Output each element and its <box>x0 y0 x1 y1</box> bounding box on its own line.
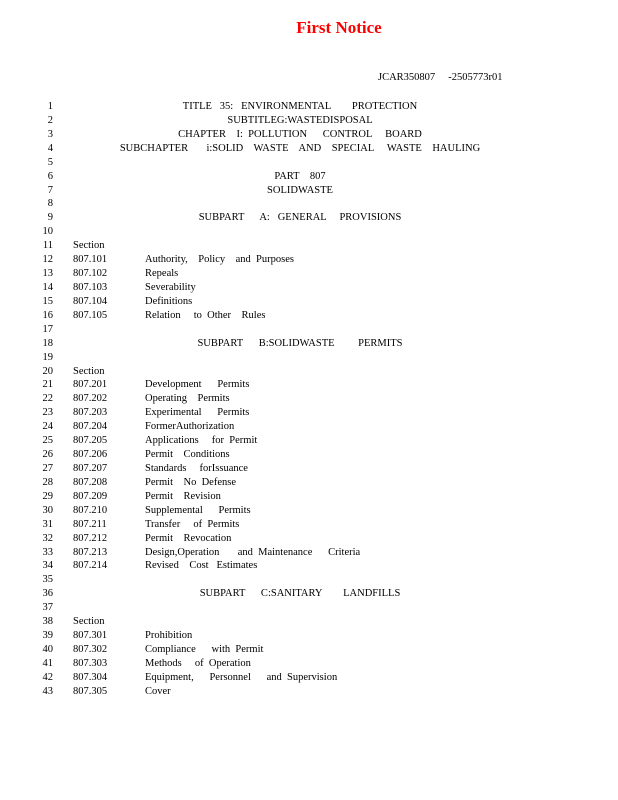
section-title: Development Permits <box>145 379 250 391</box>
section-number: 807.212 <box>73 532 108 544</box>
document-line <box>0 532 618 546</box>
section-number: 807.203 <box>73 407 108 419</box>
line-number: 20 <box>42 365 53 377</box>
line-number: 29 <box>42 490 53 502</box>
line-number: 22 <box>42 393 53 405</box>
document-line <box>0 685 618 699</box>
document-line <box>0 615 618 629</box>
section-number: 807.207 <box>73 462 108 474</box>
document-line <box>0 476 618 490</box>
section-number: 807.206 <box>73 449 108 461</box>
line-number: 34 <box>42 560 53 572</box>
section-title: Supplemental Permits <box>145 504 251 516</box>
line-number: 8 <box>47 198 53 210</box>
section-number: 807.204 <box>73 421 108 433</box>
section-title: FormerAuthorization <box>145 421 235 433</box>
document-line <box>0 337 618 351</box>
section-title: Definitions <box>145 295 193 307</box>
document-line <box>0 323 618 337</box>
document-line <box>0 462 618 476</box>
document-line <box>0 197 618 211</box>
line-number: 10 <box>42 226 53 238</box>
document-line <box>0 267 618 281</box>
document-line <box>0 601 618 615</box>
document-line <box>0 490 618 504</box>
heading-text: SUBTITLEG:WASTEDISPOSAL <box>227 114 373 126</box>
document-line <box>0 351 618 365</box>
section-title: Permit Conditions <box>145 449 230 461</box>
section-number: 807.102 <box>73 268 108 280</box>
line-number: 4 <box>47 142 53 154</box>
heading-text: PART 807 <box>274 170 326 182</box>
line-number: 40 <box>42 643 53 655</box>
section-title: Applications for Permit <box>145 435 258 447</box>
line-number: 42 <box>42 671 53 683</box>
heading-text: CHAPTER I: POLLUTION CONTROL BOARD <box>178 128 422 140</box>
document-line <box>0 420 618 434</box>
document-line <box>0 142 618 156</box>
document-line <box>0 309 618 323</box>
line-number: 6 <box>47 170 53 182</box>
line-number: 17 <box>42 323 53 335</box>
document-line <box>0 448 618 462</box>
section-title: Design,Operation and Maintenance Criteria <box>145 546 361 558</box>
heading-text: SUBPART C:SANITARY LANDFILLS <box>199 588 401 600</box>
document-line <box>0 392 618 406</box>
line-number: 11 <box>42 240 53 252</box>
line-number: 16 <box>42 309 53 321</box>
section-number: 807.214 <box>73 560 108 572</box>
heading-text: TITLE 35: ENVIRONMENTAL PROTECTION <box>182 101 418 112</box>
line-number: 12 <box>42 254 53 266</box>
document-line <box>0 587 618 601</box>
document-line <box>0 434 618 448</box>
document-line <box>0 573 618 587</box>
document-line <box>0 295 618 309</box>
line-number: 14 <box>42 281 53 293</box>
section-number: 807.208 <box>73 476 108 488</box>
document-line <box>0 378 618 392</box>
section-number: 807.105 <box>73 309 108 321</box>
heading-text: SUBCHAPTER i:SOLID WASTE AND SPECIAL WASTE HAULING <box>119 142 481 154</box>
line-number: 19 <box>42 351 53 363</box>
document-line <box>0 100 618 114</box>
section-number: 807.211 <box>73 518 107 530</box>
document-line <box>0 643 618 657</box>
section-number: 807.210 <box>73 504 108 516</box>
line-number: 37 <box>42 602 53 614</box>
document-line <box>0 184 618 198</box>
document-line <box>0 156 618 170</box>
line-number: 30 <box>42 504 53 516</box>
line-number: 39 <box>42 630 53 642</box>
line-number: 38 <box>42 616 53 628</box>
document-line <box>0 211 618 225</box>
document-line <box>0 504 618 518</box>
section-label: Section <box>73 616 105 628</box>
line-number: 43 <box>42 685 53 697</box>
section-title: Repeals <box>145 268 179 280</box>
section-title: Severability <box>145 281 196 293</box>
line-number: 25 <box>42 435 53 447</box>
document-line <box>0 128 618 142</box>
section-number: 807.103 <box>73 281 108 293</box>
line-number: 26 <box>42 449 53 461</box>
document-line <box>0 114 618 128</box>
section-title: Permit Revision <box>145 490 221 502</box>
section-title: Compliance with Permit <box>145 643 264 655</box>
document-line <box>0 518 618 532</box>
section-title: Transfer of Permits <box>145 518 240 530</box>
section-number: 807.205 <box>73 435 108 447</box>
document-line <box>0 239 618 253</box>
section-number: 807.104 <box>73 295 108 307</box>
line-number: 5 <box>47 156 53 168</box>
section-label: Section <box>73 365 105 377</box>
document-line <box>0 365 618 379</box>
line-number: 31 <box>42 518 53 530</box>
document-line <box>0 657 618 671</box>
section-number: 807.301 <box>73 630 108 642</box>
section-title: Relation to Other Rules <box>145 309 266 321</box>
section-number: 807.303 <box>73 657 108 669</box>
section-title: Permit Revocation <box>145 532 232 544</box>
first-notice-heading: First Notice <box>296 18 382 37</box>
line-number: 33 <box>42 546 53 558</box>
document-line <box>0 253 618 267</box>
document-code: JCAR350807 -2505773r01 <box>378 72 503 83</box>
line-number: 7 <box>47 184 53 196</box>
line-number: 36 <box>42 588 53 600</box>
section-title: Cover <box>145 685 171 697</box>
line-number: 18 <box>42 337 53 349</box>
line-number: 28 <box>42 476 53 488</box>
document-line <box>0 546 618 560</box>
section-number: 807.304 <box>73 671 108 683</box>
section-label: Section <box>73 240 105 252</box>
section-number: 807.202 <box>73 393 108 405</box>
heading-text: SUBPART B:SOLIDWASTE PERMITS <box>197 337 403 349</box>
document-body <box>0 100 618 699</box>
heading-text: SOLIDWASTE <box>267 184 333 196</box>
line-number: 35 <box>42 574 53 586</box>
document-line <box>0 559 618 573</box>
line-number: 2 <box>47 114 53 126</box>
line-number: 27 <box>42 462 53 474</box>
section-title: Standards forIssuance <box>145 462 248 474</box>
heading-text: SUBPART A: GENERAL PROVISIONS <box>198 212 402 224</box>
section-title: Equipment, Personnel and Supervision <box>145 671 338 683</box>
line-number: 24 <box>42 421 53 433</box>
section-title: Operating Permits <box>145 393 230 405</box>
section-number: 807.213 <box>73 546 108 558</box>
section-title: Permit No Defense <box>145 476 236 488</box>
section-number: 807.305 <box>73 685 108 697</box>
line-number: 13 <box>42 268 53 280</box>
line-number: 3 <box>47 128 53 140</box>
section-number: 807.209 <box>73 490 108 502</box>
document-line <box>0 671 618 685</box>
section-title: Methods of Operation <box>145 657 251 669</box>
document-line <box>0 406 618 420</box>
line-number: 1 <box>47 101 53 112</box>
document-line <box>0 170 618 184</box>
section-title: Authority, Policy and Purposes <box>145 254 294 266</box>
section-number: 807.302 <box>73 643 108 655</box>
line-number: 15 <box>42 295 53 307</box>
line-number: 23 <box>42 407 53 419</box>
section-number: 807.101 <box>73 254 108 266</box>
line-number: 21 <box>42 379 53 391</box>
section-title: Experimental Permits <box>145 407 250 419</box>
line-number: 32 <box>42 532 53 544</box>
document-line <box>0 281 618 295</box>
section-number: 807.201 <box>73 379 108 391</box>
document-line <box>0 225 618 239</box>
document-line <box>0 629 618 643</box>
line-number: 41 <box>42 657 53 669</box>
section-title: Prohibition <box>145 630 193 642</box>
line-number: 9 <box>47 212 53 224</box>
section-title: Revised Cost Estimates <box>145 560 258 572</box>
